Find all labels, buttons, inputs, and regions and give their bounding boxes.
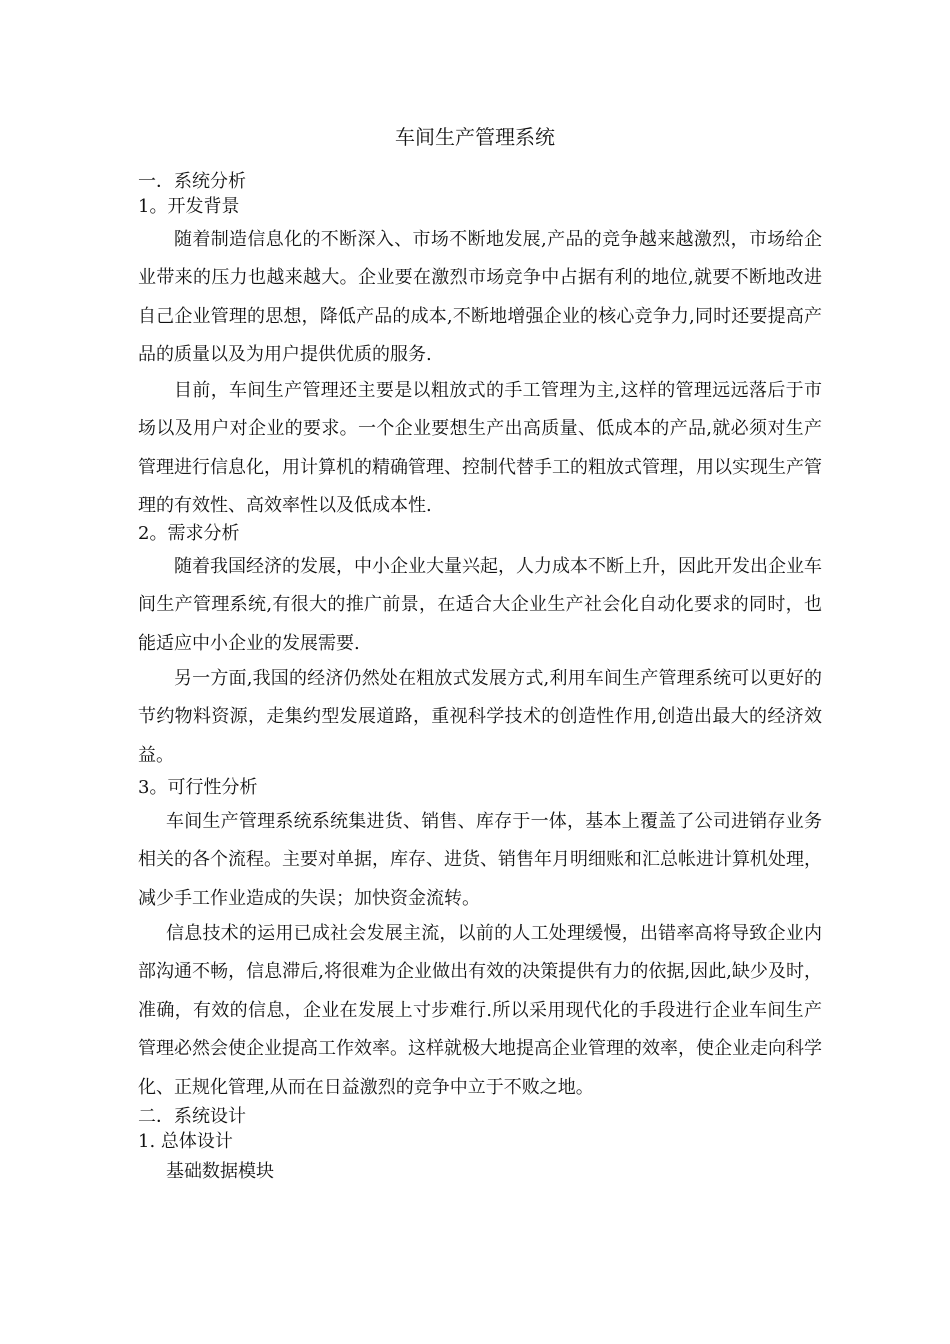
subheading-requirements: 2。需求分析: [138, 523, 240, 544]
paragraph-background-1: 随着制造信息化的不断深入、市场不断地发展,产品的竞争越来越激烈，市场给企业带来的压力也越来越大。企业要在激烈市场竞争中占据有利的地位,就要不断地改进自己企业管理的思想，降低产品的成本,不断地增强企业的核心竞争力,同时还要提高产品的质量以及为用户提供优质的服务.: [138, 229, 822, 366]
subheading-feasibility: 3。可行性分析: [138, 777, 258, 798]
paragraph-feasibility-2: 信息技术的运用已成社会发展主流，以前的人工处理缓慢，出错率高将导致企业内部沟通不畅，信息滞后,将很难为企业做出有效的决策提供有力的依据,因此,缺少及时，准确，有效的信息，企业在发展上寸步难行.所以采用现代化的手段进行企业车间生产管理必然会使企业提高工作效率。这样就极大地提高企业管理的效率，使企业走向科学化、正规化管理,从而在日益激烈的竞争中立于不败之地。: [138, 923, 822, 1098]
section-heading-design: 二．系统设计: [138, 1106, 246, 1127]
document-title: 车间生产管理系统: [395, 125, 555, 149]
module-item-basic-data: 基础数据模块: [166, 1161, 274, 1182]
paragraph-background-2: 目前，车间生产管理还主要是以粗放式的手工管理为主,这样的管理远远落后于市场以及用户对企业的要求。一个企业要想生产出高质量、低成本的产品,就必须对生产管理进行信息化，用计算机的精确管理、控制代替手工的粗放式管理，用以实现生产管理的有效性、高效率性以及低成本性.: [138, 380, 822, 517]
subheading-background: 1。开发背景: [138, 196, 240, 217]
paragraph-requirements-1: 随着我国经济的发展，中小企业大量兴起，人力成本不断上升，因此开发出企业车间生产管理系统,有很大的推广前景，在适合大企业生产社会化自动化要求的同时，也能适应中小企业的发展需要.: [138, 556, 822, 654]
section-heading-analysis: 一．系统分析: [138, 171, 246, 192]
subheading-overall-design: 1. 总体设计: [138, 1131, 233, 1152]
paragraph-requirements-2: 另一方面,我国的经济仍然处在粗放式发展方式,利用车间生产管理系统可以更好的节约物料资源，走集约型发展道路，重视科学技术的创造性作用,创造出最大的经济效益。: [138, 668, 822, 766]
paragraph-feasibility-1: 车间生产管理系统系统集进货、销售、库存于一体，基本上覆盖了公司进销存业务相关的各个流程。主要对单据，库存、进货、销售年月明细账和汇总帐进计算机处理，减少手工作业造成的失误；加快资金流转。: [138, 811, 822, 909]
